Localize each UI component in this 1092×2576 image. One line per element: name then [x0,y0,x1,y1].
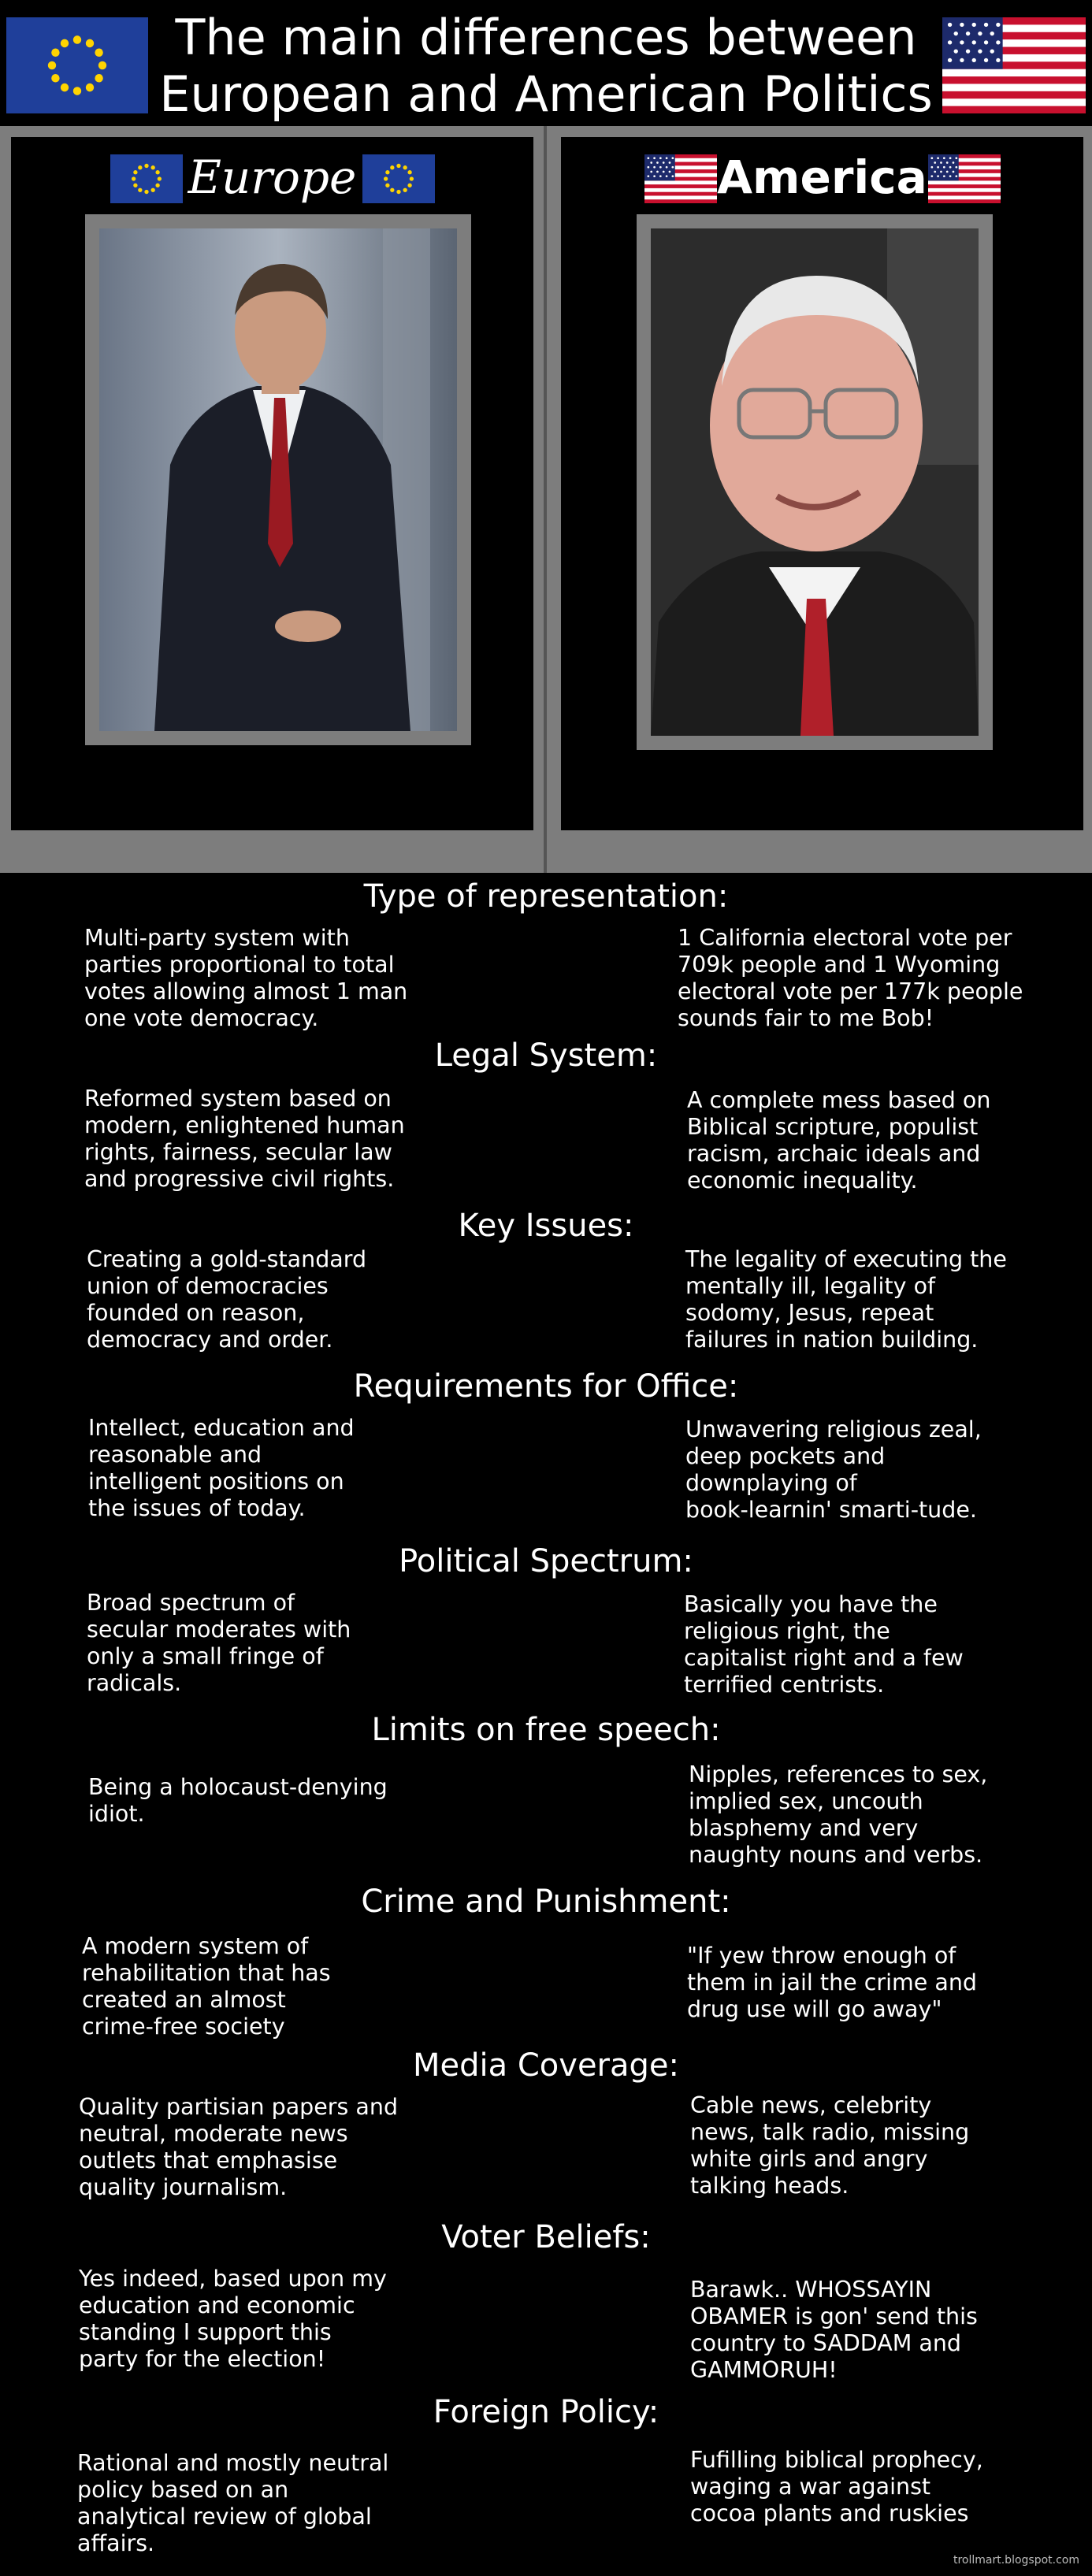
europe-portrait-frame [85,214,471,745]
america-panel [561,137,1083,830]
america-politician-portrait [651,228,979,736]
comparison-panels [0,126,1092,873]
europe-text: Yes indeed, based upon my education and economic standing I support this party for the election! [79,2266,387,2372]
america-text: Unwavering religious zeal, deep pockets and downplaying of book-learnin' smarti-tude. [685,1416,982,1523]
europe-panel [11,137,533,830]
america-text: The legality of executing the mentally ill, legality of sodomy, Jesus, repeat failures in nation building. [685,1246,1007,1353]
page-title: The main differences between European and American Politics [159,9,933,123]
section-title: Type of representation: [363,878,729,915]
europe-text: Broad spectrum of secular moderates with only a small fringe of radicals. [87,1590,351,1696]
europe-text: Multi-party system with parties proportional to total votes allowing almost 1 man one vote democracy. [84,925,408,1031]
america-text: Cable news, celebrity news, talk radio, missing white girls and angry talking heads. [690,2092,970,2199]
section-title: Voter Beliefs: [441,2219,651,2255]
section-title: Limits on free speech: [371,1712,721,1748]
section-title: Political Spectrum: [399,1543,693,1579]
europe-politician-portrait [99,228,457,731]
america-text: Fufilling biblical prophecy, waging a war against cocoa plants and ruskies [690,2447,983,2526]
america-text: Basically you have the religious right, the capitalist right and a few terrified centrists. [684,1591,964,1698]
eu-flag-icon [6,17,148,113]
europe-text: Creating a gold-standard union of democracies founded on reason, democracy and order. [87,1246,367,1353]
section-title: Foreign Policy: [433,2394,659,2430]
america-portrait-frame [637,214,993,750]
america-text: Barawk.. WHOSSAYIN OBAMER is gon' send this country to SADDAM and GAMMORUH! [690,2277,978,2383]
section-title: Crime and Punishment: [361,1884,731,1920]
america-text: "If yew throw enough of them in jail the crime and drug use will go away" [687,1943,978,2022]
us-flag-icon [942,17,1086,113]
america-label: America [717,150,927,204]
america-text: Nipples, references to sex, implied sex, uncouth blasphemy and very naughty nouns and verbs. [689,1761,988,1868]
europe-text: Being a holocaust-denying idiot. [88,1774,388,1827]
section-title: Media Coverage: [413,2047,679,2084]
europe-text: Quality partisian papers and neutral, moderate news outlets that emphasise quality journalism. [79,2094,399,2200]
europe-text: A modern system of rehabilitation that has created an almost crime-free society [82,1933,331,2040]
section-title: Requirements for Office: [353,1368,739,1405]
header [0,0,1092,126]
europe-panel-header [11,150,533,205]
section-title: Key Issues: [458,1208,634,1244]
panel-divider [544,126,547,873]
site-credit: trollmart.blogspot.com [953,2554,1079,2567]
america-text: 1 California electoral vote per 709k people and 1 Wyoming electoral vote per 177k people sounds fair to me Bob! [678,925,1023,1031]
section-title: Legal System: [434,1037,658,1074]
us-flag-icon [928,154,1001,203]
europe-text: Rational and mostly neutral policy based on an analytical review of global affairs. [77,2450,389,2556]
america-text: A complete mess based on Biblical scripture, populist racism, archaic ideals and economic inequality. [687,1087,991,1193]
europe-text: Reformed system based on modern, enlightened human rights, fairness, secular law and progressive civil rights. [84,1086,405,1192]
eu-flag-icon [362,154,435,203]
america-panel-header [561,150,1083,205]
europe-text: Intellect, education and reasonable and intelligent positions on the issues of today. [88,1415,355,1521]
europe-label: Europe [188,150,357,204]
